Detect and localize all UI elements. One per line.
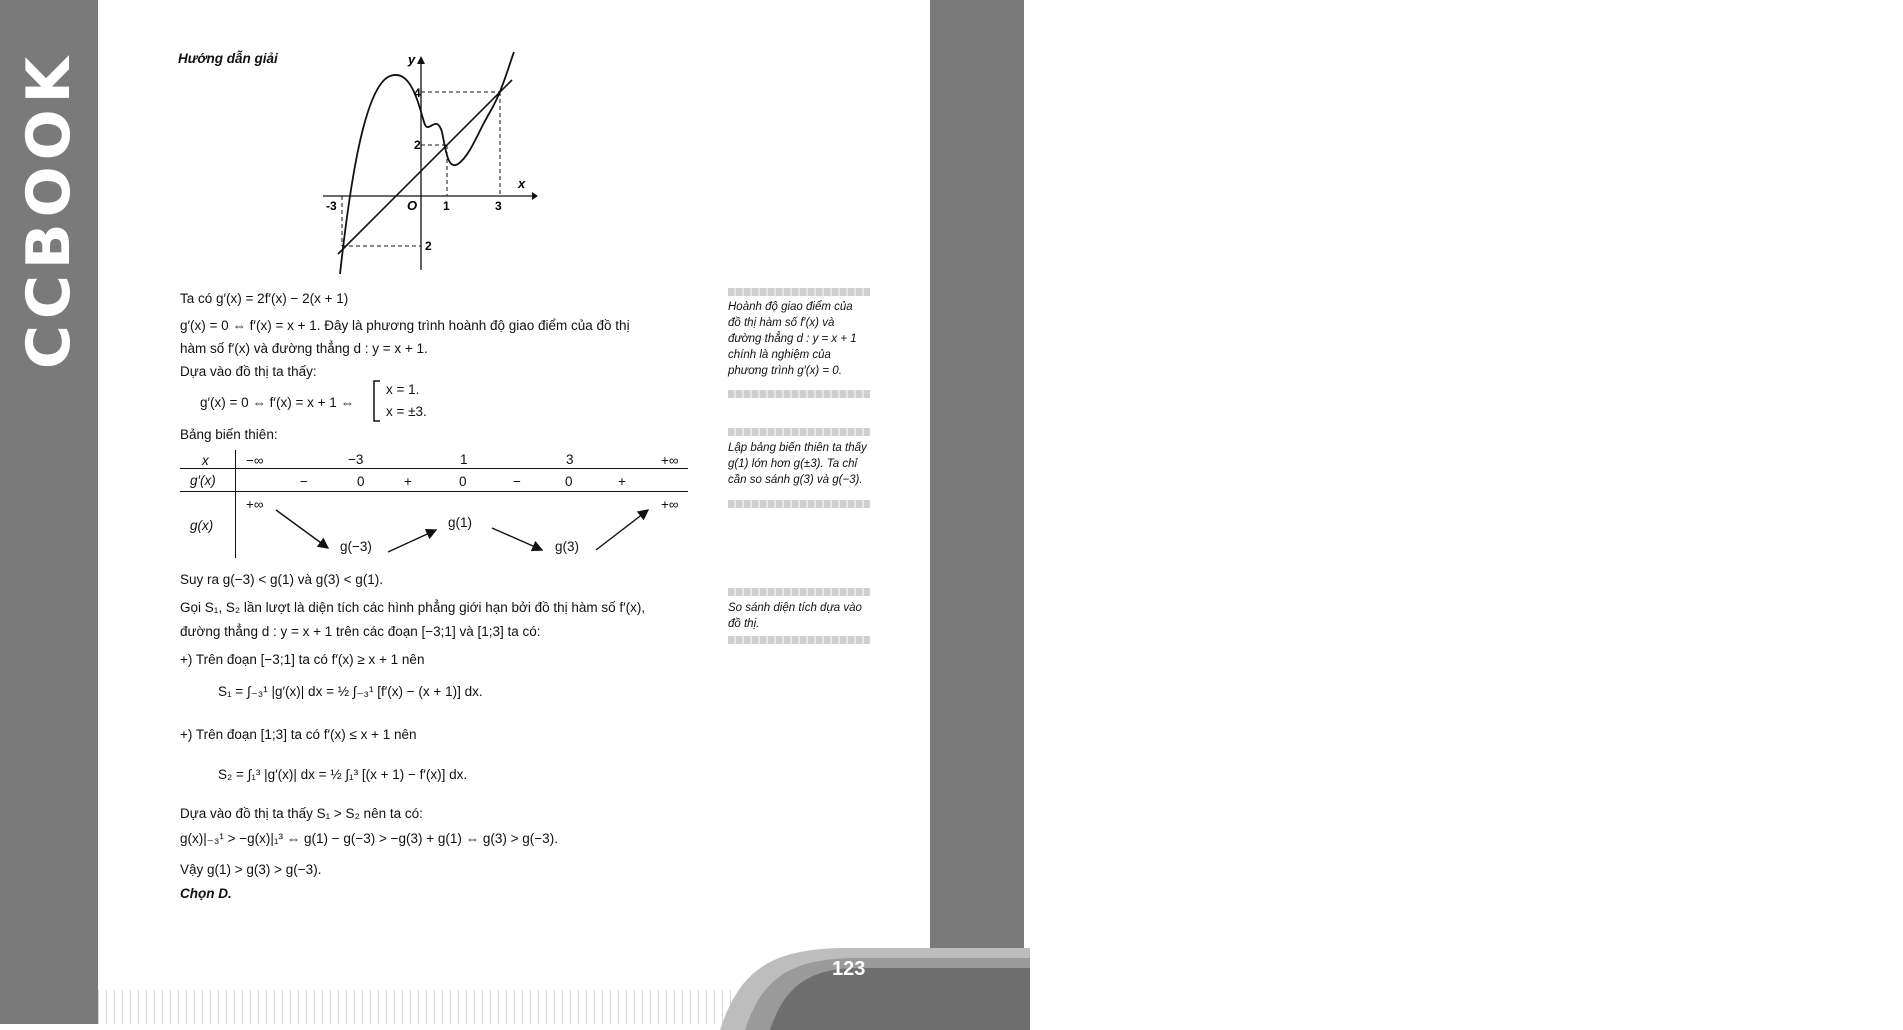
left-brand-band <box>0 0 98 1024</box>
section-heading: Hướng dẫn giải <box>178 51 278 66</box>
note-divider <box>728 428 870 436</box>
note-line: đường thẳng d : y = x + 1 <box>728 333 857 345</box>
table-x-value: +∞ <box>661 453 679 468</box>
solution-line: x = ±3. <box>386 404 427 419</box>
body-line: Suy ra g(−3) < g(1) và g(3) < g(1). <box>180 572 383 587</box>
x-axis-label: x <box>518 176 526 191</box>
note-divider <box>728 288 870 296</box>
note-divider <box>728 588 870 596</box>
body-line: g′(x) = 0 ⇔ f′(x) = x + 1. Đây là phương trình hoành độ giao điểm của đồ thị <box>180 318 630 333</box>
answer-line: Chọn D. <box>180 886 232 901</box>
body-line: Bảng biến thiên: <box>180 427 278 442</box>
function-graph <box>318 52 538 274</box>
table-x-value: 3 <box>566 452 574 467</box>
note-line: đồ thị hàm số f′(x) và <box>728 317 835 329</box>
table-g-value: g(−3) <box>340 539 372 554</box>
body-line: Vậy g(1) > g(3) > g(−3). <box>180 862 322 877</box>
note-line: chính là nghiệm của <box>728 349 831 361</box>
brand-logo-text: CCBOOK <box>14 50 84 370</box>
body-line: +) Trên đoạn [−3;1] ta có f′(x) ≥ x + 1 nên <box>180 652 425 667</box>
note-line: So sánh diện tích dựa vào <box>728 602 862 614</box>
origin-label: O <box>407 198 418 213</box>
solution-line: x = 1. <box>386 382 420 397</box>
right-series-band <box>930 0 1902 1024</box>
tick-label: 2 <box>425 239 432 253</box>
table-sign: + <box>618 474 626 489</box>
table-g-value: g(3) <box>555 539 580 554</box>
body-line: đường thẳng d : y = x + 1 trên các đoạn [−3;1] và [1;3] ta có: <box>180 624 541 639</box>
note-line: cần so sánh g(3) và g(−3). <box>728 474 863 486</box>
series-title-text: Bí quyết chinh phục điểm cao kì thi THPT Quốc gia môn Toán Tập 1 <box>1881 341 1902 915</box>
body-line: Dựa vào đồ thị ta thấy S₁ > S₂ nên ta có: <box>180 806 423 821</box>
body-line: +) Trên đoạn [1;3] ta có f′(x) ≤ x + 1 nên <box>180 727 417 742</box>
body-line: Dựa vào đồ thị ta thấy: <box>180 364 317 379</box>
table-sign: + <box>404 474 412 489</box>
formula-s2: S₂ = ∫₁³ |g′(x)| dx = ½ ∫₁³ [(x + 1) − f′(x)] dx. <box>218 767 468 782</box>
table-g-value: +∞ <box>661 497 679 512</box>
table-g-label: g(x) <box>190 518 214 533</box>
note-line: Hoành độ giao điểm của <box>728 301 853 313</box>
tick-label: 1 <box>443 199 450 213</box>
table-g-value: g(1) <box>448 515 473 530</box>
table-sign: − <box>513 474 521 489</box>
note-divider <box>728 500 870 508</box>
formula-s1: S₁ = ∫₋₃¹ |g′(x)| dx = ½ ∫₋₃¹ [f′(x) − (x + 1)] dx. <box>218 684 483 699</box>
side-note-1 <box>728 299 870 379</box>
note-divider <box>728 390 870 398</box>
table-sign: 0 <box>357 474 365 489</box>
body-line: g′(x) = 0 ⇔ f′(x) = x + 1 ⇔ <box>200 395 354 410</box>
body-line: Ta có g′(x) = 2f′(x) − 2(x + 1) <box>180 291 349 306</box>
bottom-decoration <box>98 990 738 1024</box>
table-gprime-label: g′(x) <box>190 473 216 488</box>
variation-arrows <box>236 492 688 560</box>
note-line: Lập bảng biến thiên ta thấy <box>728 442 867 454</box>
body-line: Gọi S₁, S₂ lần lượt là diện tích các hình phẳng giới hạn bởi đồ thị hàm số f′(x), <box>180 600 646 615</box>
table-sign: 0 <box>565 474 573 489</box>
note-line: g(1) lớn hơn g(±3). Ta chỉ <box>728 458 858 470</box>
table-x-value: −∞ <box>246 453 264 468</box>
page-corner-decoration <box>700 940 1030 1030</box>
tick-label: 4 <box>414 86 421 100</box>
table-x-label: x <box>202 453 209 468</box>
side-note-2 <box>728 440 870 488</box>
side-note-3 <box>728 600 870 632</box>
table-sign: 0 <box>459 474 467 489</box>
bullet-icon <box>1885 924 1899 938</box>
note-divider <box>728 636 870 644</box>
table-x-value: 1 <box>460 452 468 467</box>
table-x-value: −3 <box>348 452 364 467</box>
tick-label: 3 <box>495 199 502 213</box>
y-axis-label: y <box>408 52 416 67</box>
series-title <box>1881 342 1903 938</box>
page-number: 123 <box>832 958 866 980</box>
note-line: đồ thị. <box>728 618 760 630</box>
note-line: phương trình g′(x) = 0. <box>728 365 842 377</box>
tick-label: 2 <box>414 138 421 152</box>
body-line: g(x)|₋₃¹ > −g(x)|₁³ ⇔ g(1) − g(−3) > −g(3) + g(1) ⇔ g(3) > g(−3). <box>180 831 558 846</box>
bracket-icon <box>372 380 382 422</box>
table-g-value: +∞ <box>246 497 264 512</box>
table-sign: − <box>300 474 308 489</box>
tick-label: -3 <box>326 199 337 213</box>
body-line: hàm số f′(x) và đường thẳng d : y = x + 1. <box>180 341 428 356</box>
